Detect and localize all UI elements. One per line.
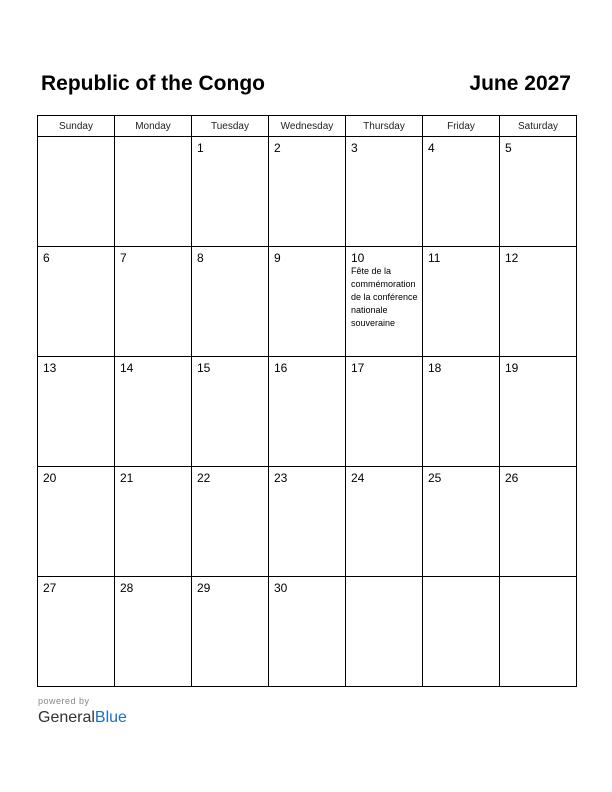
day-number	[346, 577, 422, 581]
day-cell	[269, 467, 346, 577]
day-number: 21	[120, 471, 134, 485]
day-cell	[192, 357, 269, 467]
day-cell	[38, 247, 115, 357]
day-number	[38, 137, 114, 141]
day-number: 3	[351, 141, 358, 155]
day-cell	[346, 577, 423, 687]
day-number: 26	[505, 471, 519, 485]
day-cell	[500, 357, 577, 467]
day-number: 25	[428, 471, 442, 485]
day-number: 5	[505, 141, 512, 155]
day-cell	[115, 467, 192, 577]
week-row	[38, 247, 577, 357]
country-title: Republic of the Congo	[41, 72, 265, 95]
day-number: 20	[43, 471, 57, 485]
day-number: 9	[274, 251, 281, 265]
day-number: 2	[274, 141, 281, 155]
day-number: 30	[274, 581, 288, 595]
day-cell	[192, 577, 269, 687]
day-cell	[269, 577, 346, 687]
weekday-monday: Monday	[115, 116, 192, 137]
day-number	[423, 577, 499, 581]
day-number: 6	[43, 251, 50, 265]
day-cell	[423, 577, 500, 687]
day-number: 8	[197, 251, 204, 265]
powered-by-label: powered by	[38, 696, 90, 706]
day-cell	[38, 577, 115, 687]
day-cell	[38, 137, 115, 247]
day-number: 1	[197, 141, 204, 155]
day-number: 23	[274, 471, 288, 485]
weekday-sunday: Sunday	[38, 116, 115, 137]
weekday-friday: Friday	[423, 116, 500, 137]
day-number: 15	[197, 361, 211, 375]
week-row	[38, 577, 577, 687]
day-cell	[500, 467, 577, 577]
day-cell	[38, 467, 115, 577]
brand-general: General	[38, 709, 95, 726]
weekday-saturday: Saturday	[500, 116, 577, 137]
day-number: 19	[505, 361, 519, 375]
calendar-grid	[37, 115, 577, 687]
day-cell	[423, 137, 500, 247]
day-number	[115, 137, 191, 141]
day-cell	[500, 577, 577, 687]
day-number: 22	[197, 471, 211, 485]
day-cell	[269, 137, 346, 247]
footer	[38, 696, 127, 728]
day-number: 24	[351, 471, 365, 485]
day-number: 11	[428, 251, 441, 265]
day-number: 29	[197, 581, 211, 595]
day-cell	[115, 577, 192, 687]
day-number: 7	[120, 251, 127, 265]
day-number: 28	[120, 581, 134, 595]
day-cell	[269, 357, 346, 467]
day-cell	[269, 247, 346, 357]
weekday-wednesday: Wednesday	[269, 116, 346, 137]
day-cell	[346, 357, 423, 467]
month-year-title: June 2027	[469, 72, 571, 95]
day-cell	[346, 467, 423, 577]
day-cell	[38, 357, 115, 467]
generalblue-logo[interactable]	[38, 708, 127, 728]
day-number: 18	[428, 361, 442, 375]
day-cell-holiday	[346, 247, 423, 357]
weekday-thursday: Thursday	[346, 116, 423, 137]
day-cell	[423, 467, 500, 577]
day-cell	[115, 137, 192, 247]
day-cell	[192, 247, 269, 357]
holiday-label: Fête de la commémoration de la conférence nationale souveraine	[351, 266, 418, 328]
weekday-header-row	[38, 116, 577, 137]
day-number	[500, 577, 576, 581]
weekday-tuesday: Tuesday	[192, 116, 269, 137]
day-number: 12	[505, 251, 519, 265]
week-row	[38, 137, 577, 247]
day-cell	[192, 467, 269, 577]
day-cell	[192, 137, 269, 247]
day-number: 10	[351, 251, 365, 265]
week-row	[38, 467, 577, 577]
day-number: 4	[428, 141, 435, 155]
day-number: 16	[274, 361, 288, 375]
day-number: 13	[43, 361, 57, 375]
day-cell	[346, 137, 423, 247]
day-number: 17	[351, 361, 365, 375]
day-cell	[115, 247, 192, 357]
brand-blue: Blue	[94, 709, 127, 726]
day-number: 27	[43, 581, 57, 595]
day-cell	[423, 357, 500, 467]
week-row	[38, 357, 577, 467]
day-number: 14	[120, 361, 134, 375]
day-cell	[500, 137, 577, 247]
day-cell	[115, 357, 192, 467]
day-cell	[500, 247, 577, 357]
day-cell	[423, 247, 500, 357]
